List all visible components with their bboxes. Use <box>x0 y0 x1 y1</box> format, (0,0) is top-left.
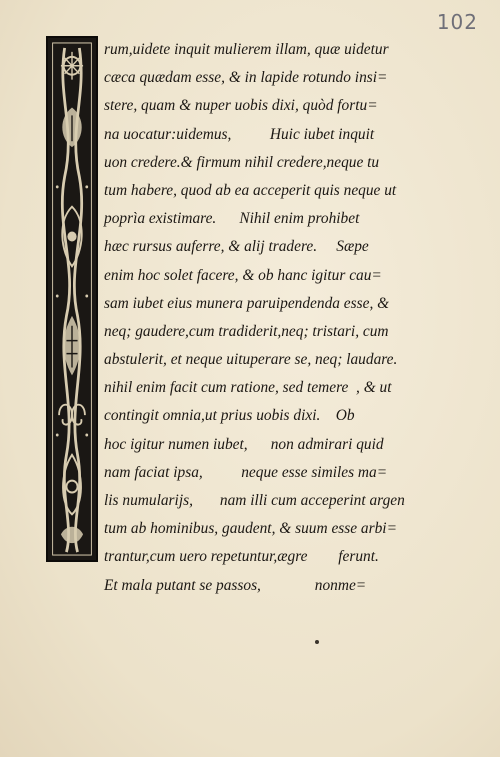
text-line: nam faciat ipsa, neque esse similes ma= <box>104 463 388 481</box>
text-line: tum ab hominibus, gaudent, & suum esse arbi= <box>104 520 397 538</box>
text-line: uon credere.& firmum nihil credere,neque tu <box>104 153 380 171</box>
text-line: enim hoc solet facere, & ob hanc igitur cau= <box>104 266 382 284</box>
text-line: contingit omnia,ut prius uobis dixi. Ob <box>104 407 355 425</box>
text-line: stere, quam & nuper uobis dixi, quòd fortu= <box>104 97 378 115</box>
page-number: 102 <box>436 10 478 34</box>
ink-speck <box>315 640 319 644</box>
text-line: cæca quædam esse, & in lapide rotundo insi= <box>104 69 388 87</box>
text-line: hæc rursus auferre, & alij tradere. Sæpe <box>104 238 369 256</box>
text-line: poprìa existimare. Nihil enim prohibet <box>104 210 360 228</box>
text-line: hoc igitur numen iubet, non admirari quid <box>104 435 384 453</box>
text-line: na uocatur:uidemus, Huic iubet inquit <box>104 125 375 143</box>
text-line: trantur,cum uero repetuntur,ægre ferunt. <box>104 548 379 566</box>
ornamental-woodcut-border <box>46 36 98 562</box>
text-line: rum,uidete inquit mulierem illam, quæ uidetur <box>104 41 389 58</box>
text-line: lis numularijs, nam illi cum acceperint argen <box>104 492 405 509</box>
floral-ornament-icon <box>48 38 96 560</box>
text-line: Et mala putant se passos, nonme= <box>104 576 367 594</box>
text-line: tum habere, quod ab ea acceperit quis neque ut <box>104 181 397 199</box>
text-line: sam iubet eius munera paruipendenda esse, & <box>104 294 390 312</box>
text-line: abstulerit, et neque uituperare se, neq; laudare. <box>104 351 398 369</box>
latin-text-block <box>104 36 424 600</box>
text-line: nihil enim facit cum ratione, sed temere , & ut <box>104 379 392 397</box>
text-line: neq; gaudere,cum tradiderit,neq; tristari, cum <box>104 322 389 340</box>
